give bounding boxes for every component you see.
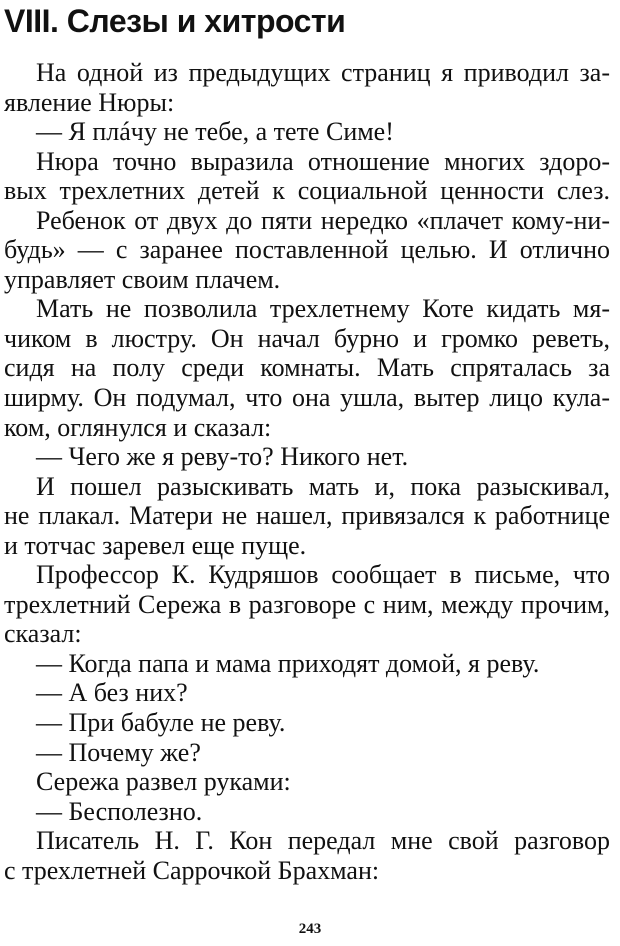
text-line: На одной из предыдущих страниц я приводил за- [36, 58, 610, 87]
text-line: — При бабуле не реву. [36, 708, 286, 738]
text-line: чиком в люстру. Он начал бурно и громко реветь, [4, 323, 610, 353]
text-line: Мать не позволила трехлетнему Коте кидать мя- [36, 294, 610, 324]
text-line: — Бесполезно. [36, 796, 203, 826]
text-line: Писатель Н. Г. Кон передал мне свой разговор [36, 826, 610, 856]
text-line: трехлетний Сережа в разговоре с ним, между прочим, [4, 589, 610, 619]
text-line: ширму. Он подумал, что она ушла, вытер лицо кула- [4, 383, 610, 413]
chapter-heading: VIII. Слезы и хитрости [4, 3, 346, 39]
text-line: — Когда папа и мама приходят домой, я реву. [36, 648, 540, 678]
text-line: явление Нюры: [4, 87, 175, 117]
text-line: ком, оглянулся и сказал: [4, 412, 272, 442]
text-line: управляет своим плачем. [4, 264, 281, 294]
text-line: с трехлетней Саррочкой Брахман: [4, 855, 380, 885]
text-line: вых трехлетних детей к социальной ценности слез. [4, 176, 610, 206]
text-line: Сережа развел руками: [36, 767, 291, 797]
text-line: будь» — с заранее поставленной целью. И отлично [4, 235, 610, 265]
body-text [0, 58, 620, 885]
text-line: не плакал. Матери не нашел, привязался к работнице [4, 501, 610, 531]
text-line: Нюра точно выразила отношение многих здоро- [36, 146, 610, 176]
text-line: сидя на полу среди комнаты. Мать спряталась за [4, 353, 610, 383]
text-line: сказал: [4, 619, 82, 649]
text-line: Профессор К. Кудряшов сообщает в письме, что [36, 560, 610, 590]
text-line: и тотчас заревел еще пуще. [4, 530, 307, 560]
text-line: — А без них? [36, 678, 188, 708]
text-line: Ребенок от двух до пяти нередко «плачет кому-ни- [36, 205, 610, 235]
text-line: — Чего же я реву-то? Никого нет. [36, 442, 409, 472]
text-line: И пошел разыскивать мать и, пока разыскивал, [36, 471, 610, 501]
page-number: 243 [298, 921, 322, 937]
text-line: — Почему же? [36, 737, 201, 767]
text-line: — Я плáчу не тебе, а тете Симе! [36, 117, 394, 147]
